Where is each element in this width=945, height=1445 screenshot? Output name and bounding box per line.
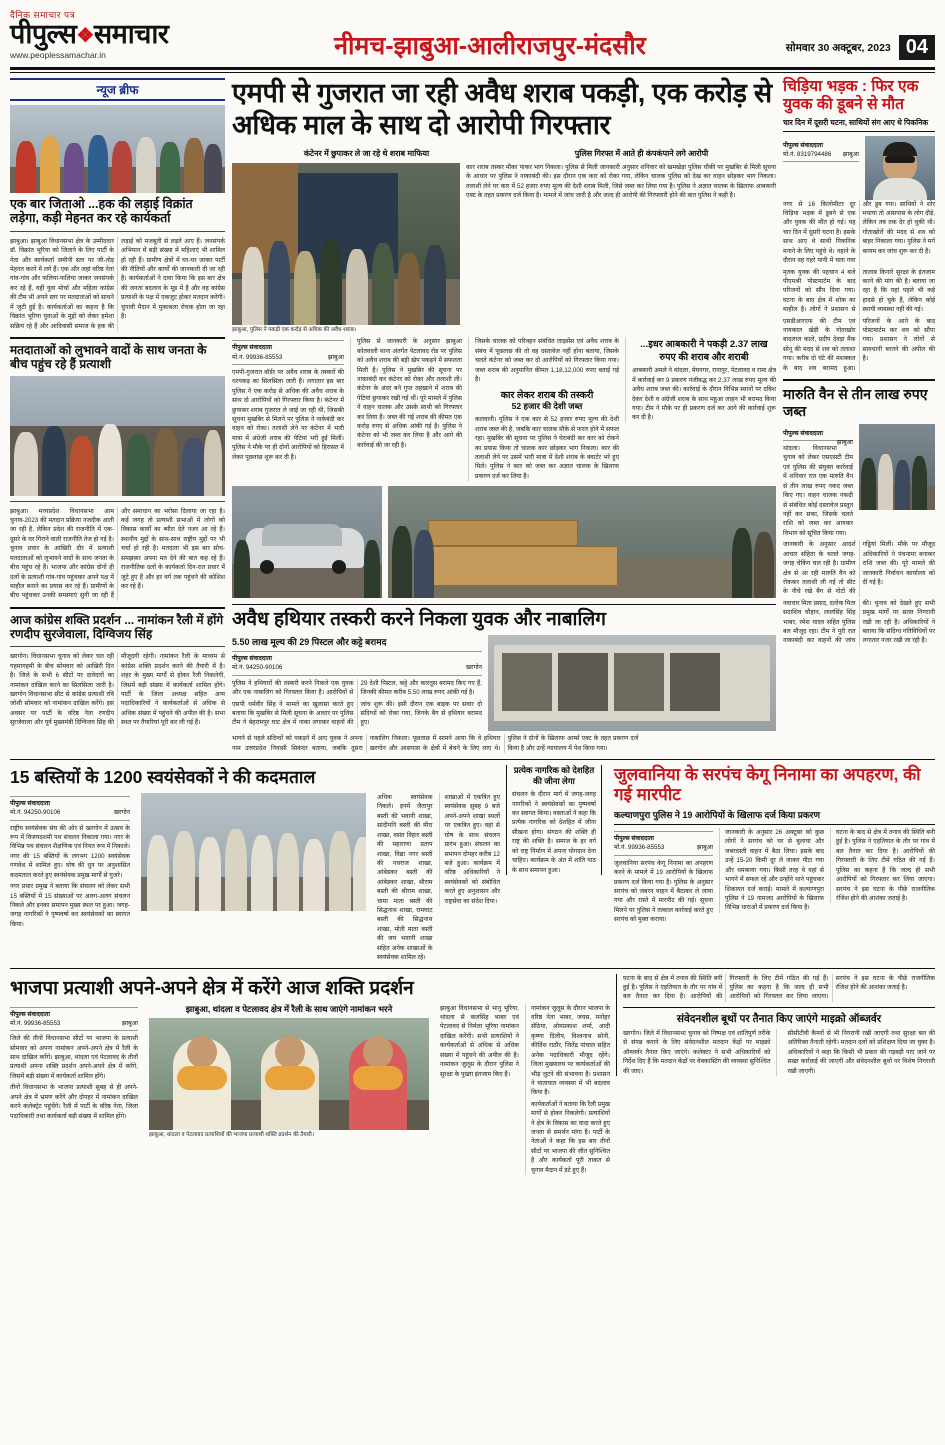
photo-group-women — [10, 105, 225, 193]
citizen-box — [506, 765, 602, 875]
lead-headline: एमपी से गुजरात जा रही अवैध शराब पकड़ी, एक करोड़ से अधिक माल के साथ दो आरोपी गिरफ्तार — [232, 78, 772, 140]
band-3-row — [10, 974, 935, 1176]
lead-col-c — [468, 337, 619, 481]
rss-row — [10, 793, 500, 963]
lead-photo-and-text — [232, 163, 776, 335]
diamond-icon: ❖ — [76, 24, 94, 47]
edition-title: नीमच-झाबुआ-आलीराजपुर-मंदसौर — [334, 31, 646, 60]
main-content-grid — [10, 78, 935, 753]
lead-box-headline: कार लेकर शराब की तस्करी — [500, 390, 594, 402]
left-story1-body: झाबुआ। झाबुआ विधानसभा क्षेत्र के उम्मीदवार डॉ. विक्रांत भूरिया को जिताने के लिए पार्टी के नेता और कार्यकर्ता जमीनी स्तर पर जी-तोड़ मेहनत करने में लगे हैं। एक और जहां वरिष्ठ नेता गांव-गांव और फलिया-फलिया जाकर जनसंपर्क कर रहे हैं, वहीं युवा मोर्चा और महिला कांग्रेस की टीम भी अपने स्तर पर मतदाताओं को साधने में जुटी हुई है। कार्यकर्ताओं का कहना है कि विक्रांत भूरिया युवाओं के मुद्दों को लेकर हमेशा सक्रिय रहे हैं और आदिवासी समाज के हक की लड़ाई को मजबूती से लड़ते आए हैं। जनसंपर्क अभियान में बड़ी संख्या में महिलाएं भी शामिल हो रही हैं। ग्रामीण क्षेत्रों में घर-घर जाकर पार्टी की नीतियों और कार्यों की जानकारी दी जा रही है। कार्यकर्ताओं ने दावा किया कि इस बार क्षेत्र की जनता बदलाव के मूड में है और वह कांग्रेस प्रत्याशी के पक्ष में एकजुट होकर मतदान करेगी। चुनावी मैदान में मुकाबला रोचक होता जा रहा है। — [10, 237, 225, 330]
bjp-byline — [10, 1007, 138, 1032]
bjp-body-5: कार्यकर्ताओं ने बताया कि रैली प्रमुख मार्गों से होकर निकलेगी। प्रत्याशियों ने क्षेत्र के विकास का वादा करते हुए जनता से समर्थन मांगा है। पार्टी के नेताओं ने कहा कि इस बार तीनों सीटों पर भाजपा की जीत सुनिश्चित है और कार्यकर्ता पूरी ताकत से चुनाव मैदान में डटे हुए हैं। — [531, 1100, 610, 1174]
right-divider-1 — [783, 379, 935, 381]
bjp-photo-caption: झाबुआ, थांदला व पेटलावद प्रत्याशियों की भाजपा प्रत्याशी शक्ति प्रदर्शन की तैयारी। — [149, 1131, 314, 1138]
excise-box-headline: ...इधर आबकारी ने पकड़ी 2.37 लाख रुपए की शराब और शराबी — [640, 339, 768, 364]
right-story2-byline-name: पीपुल्स संवाददाता — [783, 429, 823, 437]
bjp-byline-mobile: मो.नं. 99936-85553 — [10, 1019, 61, 1027]
right-story1-byline — [783, 139, 859, 163]
micro-observer-story — [623, 1007, 935, 1076]
edition-title-wrap — [235, 33, 745, 61]
weapon-right — [488, 635, 776, 731]
right-story2-byline — [783, 427, 853, 447]
photo-car-seizure — [232, 486, 382, 598]
masthead-rule-thick — [10, 67, 935, 70]
weapon-byline-place: खरगोन — [465, 664, 482, 672]
lead-byline-name: पीपुल्स संवाददाता — [232, 344, 272, 352]
lead-col3: जिसके चालक को परिवहन संबंधित लाइसेंस एवं अवैध शराब के संबंध में पूछताछ की तो वह दस्तावेज नहीं होना बताया, जिसके चलते कंटेनर को जब्त कर दो आरोपियों को गिरफ्तार किया गया। जब्त शराब की अनुमानित कीमत 1,18,12,000 रुपए बताई गई है। — [475, 338, 619, 383]
bjp-byline-place: झाबुआ — [121, 1019, 138, 1027]
right-story2-byline-wrap — [783, 424, 853, 539]
left-story3-headline: आज कांग्रेस शक्ति प्रदर्शन ... नामांकन रैली में होंगे रणदीप सुरजेवाला, दिग्विजय सिंह — [10, 612, 224, 641]
sarpanch-col-a — [614, 828, 713, 925]
website-url: www.peoplessamachar.in — [10, 50, 106, 60]
weapon-story — [232, 604, 776, 753]
lead-byline-mobile: मो.नं. 99936-85553 — [232, 353, 283, 361]
lead-photo-strip — [232, 486, 776, 598]
lead-text-right — [466, 163, 776, 201]
citizen-box-headline: प्रत्येक नागरिक को देशहित की जीना लेगा — [513, 764, 595, 786]
rss-byline — [10, 796, 130, 821]
logo-tagline: दैनिक समाचार पत्र — [10, 10, 76, 20]
photo-car-seizure-wrap — [232, 486, 382, 598]
logo-word-1: पीपुल्स — [10, 19, 77, 49]
band-2 — [10, 759, 935, 963]
lead-byline-place: झाबुआ — [327, 353, 344, 361]
excise-box-body: आबकारी अमले ने थांदला, मेघनगर, रानापुर, पेटलावद व रामा क्षेत्र में कार्रवाई कर 9 प्रकरण पंजीबद्ध कर 2.37 लाख रुपए मूल्य की अवैध शराब जब्त की। कार्रवाई के दौरान विभिन्न स्थानों पर दबिश देकर देशी व अंग्रेजी शराब के साथ महुआ लाहन भी बरामद किया गया। टीम ने मौके पर ही प्रकरण दर्ज कर आगे की कार्रवाई शुरू कर दी है। — [632, 367, 776, 422]
lead-photo-wrap — [232, 163, 460, 335]
bjp-photo-wrap — [144, 1004, 434, 1140]
right-story2-body-1: थांदला। विधानसभा चुनाव को लेकर एसएसटी टीम एवं पुलिस की संयुक्त कार्रवाई में शनिवार रात एक मारुति वैन से तीन लाख रुपए नकद जब्त किए गए। वाहन चालक नकदी से संबंधित कोई दस्तावेज प्रस्तुत नहीं कर सका, जिसके चलते राशि को जब्त कर आयकर विभाग को सूचित किया गया। — [783, 445, 853, 537]
lead-deck-row — [232, 148, 776, 159]
micro-observer-row — [623, 1029, 935, 1076]
photo-van-seizure — [859, 424, 935, 510]
right-story1-body-3: एसडीआरएफ की टीम एवं नायकाल खेड़ी के गोताखोर बादलाल काले, प्रदीप देवड़ा मैक सोनू की मदद से शव को तलाशा गया। करीब दो घंटे की मशक्कत के बाद शव बरामद हुआ। परिजनों के आने के बाद पोस्टमार्टम कर शव को सौंपा गया। प्रशासन ने लोगों से सावधानी बरतने की अपील की है। — [783, 317, 935, 372]
photo-rss-march — [141, 793, 366, 911]
sarpanch-byline-mobile: मो.नं. 99936-85553 — [614, 844, 665, 852]
left-divider-4 — [10, 607, 225, 609]
lead-lower — [232, 337, 776, 481]
rss-headline: 15 बस्तियों के 1200 स्वयंसेवकों ने की कदमताल — [10, 766, 316, 787]
band-2-row — [10, 765, 935, 963]
sarpanch-continuation: घटना के बाद से क्षेत्र में तनाव की स्थिति बनी हुई है। पुलिस ने एहतियात के तौर पर गांव में बल तैनात कर दिया है। आरोपियों की गिरफ्तारी के लिए टीमें गठित की गई हैं। पुलिस का कहना है कि जल्द ही सभी आरोपियों को गिरफ्तार कर लिया जाएगा। सरपंच ने इस घटना के पीछे राजनीतिक रंजिश होने की आशंका जताई है। — [623, 974, 935, 1001]
rss-col-a — [10, 793, 130, 929]
sarpanch-byline — [614, 831, 713, 856]
rss-body-4: शाखाओं में एकत्रित हुए स्वयंसेवक सुबह 9 बजे अपने-अपने शाखा स्थलों पर एकत्रित हुए। वहां से घोष के साथ संचलन प्रारंभ हुआ। संचलन का समापन दोपहर करीब 12 बजे हुआ। कार्यक्रम में वरिष्ठ अधिकारियों ने स्वयंसेवकों को संबोधित करते हुए अनुशासन और राष्ट्रसेवा का संदेश दिया। — [444, 793, 500, 905]
lead-col-a — [232, 337, 344, 462]
right-story1-byline-mobile: मो.नं. 8319794486 — [783, 150, 832, 158]
lead-byline — [232, 340, 344, 365]
photo-crowd-rally — [10, 376, 225, 496]
weapon-byline-mobile: मो.नं. 94250-90106 — [232, 664, 283, 672]
photo-boxes-wrap — [388, 486, 776, 598]
right-story1-deck: चार दिन में दूसरी घटना, साथियों संग आए थे पिकनिक — [783, 118, 935, 132]
sarpanch-byline-name: पीपुल्स संवाददाता — [614, 835, 654, 843]
bjp-col-a — [10, 1004, 138, 1121]
center-column — [232, 78, 776, 753]
lead-deck-right: पुलिस गिरफ्त में आते ही कंपकंपाने लगे आरोपी — [574, 148, 709, 158]
rss-photo-wrap — [136, 793, 371, 911]
weapon-body-3: भागने से पहले संदिग्धों को पकड़ने में आए युवक ने अपना नाम उत्तरप्रदेश निवासी सिकंदर बताया, जबकि दूसरा नाबालिग निकला। पूछताछ में सामने आया कि वे हथियार खरगोन और आसपास के क्षेत्रों में बेचने के लिए लाए थे। पुलिस ने दोनों के खिलाफ आर्म्स एक्ट के तहत प्रकरण दर्ज किया है और उन्हें न्यायालय में पेश किया गया। — [232, 735, 639, 752]
right-story1-body-1: नगर से 16 किलोमीटर दूर चिड़िया भड़क में डूबने से एक और युवक की मौत हो गई। यह चार दिन में दूसरी घटना है। इसके साथ आए थे साथी पिकनिक मनाने के लिए पहुंचे थे। नहाने के दौरान वह गहरे पानी में चला गया और डूब गया। साथियों ने शोर मचाया तो आसपास के लोग दौड़े, लेकिन तब तक देर हो चुकी थी। गोताखोरों की मदद से शव को बाहर निकाला गया। पुलिस ने मर्ग कायम कर जांच शुरू कर दी है। — [783, 200, 935, 265]
sarpanch-body-1: जुलवानिया सरपंच केगू निनामा का अपहरण करने के मामले में 19 आरोपियों के खिलाफ प्रकरण दर्ज किया गया है। पुलिस के अनुसार सरपंच को जबरन वाहन में बैठाकर ले जाया गया और रास्ते में मारपीट की गई। सूचना मिलने पर पुलिस ने तत्काल कार्रवाई करते हुए सरपंच को मुक्त कराया। — [614, 859, 713, 924]
photo-victim-portrait — [865, 136, 935, 200]
masthead-rule-thin — [10, 72, 935, 73]
left-divider-2 — [10, 337, 225, 339]
right-story2-headline: मारुति वैन से तीन लाख रुपए जब्त — [783, 386, 928, 419]
rss-body-1: राष्ट्रीय स्वयंसेवक संघ की ओर से खरगोन में उत्सव के रूप में विजयदशमी पथ संचलन निकाला गया। नगर के विभिन्न पथ संचलन शैक्षणिक एवं नियत रूप में निकाले। नगर की 15 बस्तियों के लगभग 1200 स्वयंसेवक गणवेश में शामिल हुए। घोष की धुन पर अनुशासित कदमताल करते हुए स्वयंसेवक प्रमुख मार्गों से गुजरे। — [10, 824, 130, 879]
right-story2-top — [783, 424, 935, 539]
rss-byline-name: पीपुल्स संवाददाता — [10, 799, 50, 807]
sarpanch-body-2: जानकारी के अनुसार 26 अक्टूबर को कुछ लोगों ने सरपंच को घर से बुलाया और जबरदस्ती वाहन में बैठा लिया। इसके बाद उन्हें 15-20 किमी दूर ले जाकर पीटा गया और धमकाया गया। किसी तरह वे वहां से भागने में सफल रहे और उन्होंने थाने पहुंचकर शिकायत दर्ज कराई। मामले में कल्याणपुरा पुलिस ने 19 नामजद आरोपियों के खिलाफ विभिन्न धाराओं में प्रकरण दर्ज किया है। — [725, 829, 824, 912]
right-story1-byline-name: पीपुल्स संवाददाता — [783, 141, 823, 149]
rss-col-c — [377, 793, 433, 963]
photo-van-seizure-wrap — [859, 424, 935, 510]
right-story1-headline: चिड़िया भड़क : फिर एक युवक की डूबने से मौत — [783, 78, 919, 114]
bjp-body-2: तीनों विधानसभा के भाजपा प्रत्याशी सुबह से ही अपने-अपने क्षेत्र में भ्रमण करेंगे और दोपहर में नामांकन दाखिल करने कलेक्ट्रेट पहुंचेंगे। रैली में पार्टी के वरिष्ठ नेता, जिला पदाधिकारी तथा कार्यकर्ता बड़ी संख्या में शामिल होंगे। — [10, 1084, 138, 1120]
micro-observer-body-2: सीसीटीवी कैमरों से भी निगरानी रखी जाएगी तथा सुरक्षा बल की अतिरिक्त तैनाती रहेगी। मतदान दलों को प्रशिक्षण दिया जा चुका है। अधिकारियों ने कहा कि किसी भी प्रकार की गड़बड़ी पाए जाने पर सख्त कार्रवाई की जाएगी और संवेदनशील बूथों पर विशेष निगरानी रखी जाएगी। — [787, 1029, 935, 1075]
left-story2-body: झाबुआ। मध्यप्रदेश विधानसभा आम चुनाव-2023 की मतदान प्रक्रिया नजदीक आती जा रही है, लेकिन प्रदेश की राजनीति में एक-दूसरे के घर गिराने वाली राजनीति तेज हो गई है। चुनाव प्रचार के आखिरी दौर में प्रत्याशी मतदाताओं को लुभावने वादों के साथ जनता के बीच पहुंच रहे हैं। भाजपा और कांग्रेस दोनों ही दलों के प्रत्याशी गांव-गांव पहुंचकर अपने पक्ष में माहौल बनाने का प्रयास कर रहे हैं। ग्रामीणों के बीच पहुंचकर उनकी समस्याएं सुनी जा रही हैं और समाधान का भरोसा दिलाया जा रहा है। कई जगह तो प्रत्याशी सभाओं में लोगों को विकास कार्यों का ब्यौरा देते नजर आ रहे हैं। स्थानीय मुद्दों के साथ-साथ राष्ट्रीय मुद्दों पर भी चर्चा हो रही है। मतदाता भी इस बार सोच-समझकर अपना मत देने की बात कह रहे हैं। राजनीतिक दलों के कार्यकर्ता दिन-रात प्रचार में जुटे हुए हैं और हर वर्ग तक पहुंचने की कोशिश कर रहे हैं। — [10, 507, 225, 600]
rss-col-d — [439, 793, 501, 906]
weapon-row — [232, 635, 776, 731]
bjp-row — [10, 1004, 610, 1176]
weapon-body-1: पुलिस ने हथियारों की तस्करी करने निकले एक युवक और एक नाबालिग को गिरफ्तार किया है। आरोपियों से 29 देशी पिस्टल, कट्टे और कारतूस बरामद किए गए हैं, जिनकी कीमत करीब 5.50 लाख रुपए आंकी गई है। — [232, 679, 482, 697]
lead-col2: पुलिस से जानकारी के अनुसार झाबुआ कोतवाली थाना अंतर्गत पेटलावद रोड पर पुलिस को अवैध शराब की बड़ी खेप पकड़ने में सफलता मिली है। पुलिस ने मुखबिर की सूचना पर नाकाबंदी कर कंटेनर को रोका और तलाशी ली। कंटेनर के अंदर बने गुप्त तहखाने में शराब की पेटियां छुपाकर रखी गई थीं। पूरे मामले में पुलिस ने वाहन चालक और उसके साथी को गिरफ्तार कर लिया है। जब्त की गई शराब की कीमत एक करोड़ रुपए से अधिक आंकी गई है। पुलिस ने कंटेनर को भी जब्त कर लिया है और आगे की कार्रवाई की जा रही है। — [357, 338, 462, 449]
lead-box-subheadline: 52 हजार की देशी जब्त — [511, 401, 583, 412]
right-story1-byline-place: झाबुआ — [842, 150, 859, 158]
right-story1-body-2: मृतक युवक की पहचान 4 बजे पीएमश्री पोस्टमार्टम के बाद परिजनों को सौंप दिया गया। घटना के बाद क्षेत्र में शोक का माहौल है। लोगों ने प्रशासन से तालाब किनारे सुरक्षा के इंतजाम करने की मांग की है। बताया जा रहा है कि यहां पहले भी कई हादसे हो चुके हैं, लेकिन कोई स्थायी व्यवस्था नहीं की गई। — [783, 268, 935, 314]
logo-word-2: समाचार — [93, 19, 169, 49]
right-story2-byline-place: झाबुआ — [836, 439, 853, 447]
masthead — [10, 8, 935, 64]
weapon-byline — [232, 651, 482, 676]
left-divider-5 — [10, 646, 225, 647]
micro-observer-body-1: खरगोन। जिले में विधानसभा चुनाव को निष्पक्ष एवं शांतिपूर्ण तरीके से संपन्न कराने के लिए संवेदनशील मतदान केंद्रों पर माइक्रो ऑब्जर्वर तैनात किए जाएंगे। कलेक्टर ने सभी अधिकारियों को निर्देश दिए हैं कि मतदान केंद्रों पर वेबकास्टिंग की व्यवस्था सुनिश्चित की जाए। — [623, 1029, 777, 1076]
lead-col1: एमपी-गुजरात बॉर्डर पर अवैध शराब के तस्करों की धरपकड़ का सिलसिला जारी है। लगातार इस बार पुलिस ने एक करोड़ से अधिक की अवैध शराब के साथ दो आरोपियों को गिरफ्तार किया है। कंटेनर में छुपाकर शराब गुजरात ले जाई जा रही थी, जिसकी सूचना मुखबिर से मिलने पर पुलिस ने नाकेबंदी कर वाहन को रोका। तलाशी लेने पर कंटेनर में भारी मात्रा में अंग्रेजी शराब की पेटियां भरी हुई मिलीं। पुलिस ने मौके पर ही दोनों आरोपियों को हिरासत में लेकर पूछताछ शुरू कर दी है। — [232, 368, 344, 461]
sarpanch-headline: जुलवानिया के सरपंच केगू निनामा का अपहरण, की गई मारपीट — [614, 764, 921, 805]
rss-byline-mobile: मो.नं. 94250-90106 — [10, 809, 61, 817]
bjp-body-3: झाबुआ विधानसभा से भानु भूरिया, थांदला से कलसिंह भाबर एवं पेटलावद से निर्मला भूरिया नामांकन दाखिल करेंगी। सभी प्रत्याशियों ने कार्यकर्ताओं से अधिक से अधिक संख्या में पहुंचने की अपील की है। नामांकन जुलूस के दौरान पुलिस ने सुरक्षा के पुख्ता इंतजाम किए हैं। — [440, 1004, 519, 1078]
sarpanch-col-b — [719, 828, 824, 913]
right-story2-body-3: नवाचार मिता प्रसाद, दलोक मिता सदाशिव चौहान, लालसिंह सिंह भाबर, रमेश यादव सहित पुलिस बल मौजूद रहा। टीम ने पूरी रात नाकाबंदी कर वाहनों की जांच की। चुनाव को देखते हुए सभी प्रमुख मार्गों पर सतत निगरानी रखी जा रही है। अधिकारियों ने बताया कि संदिग्ध गतिविधियों पर लगातार नजर रखी जा रही है। — [783, 599, 935, 645]
sarpanch-byline-place: झाबुआ — [696, 844, 713, 852]
weapon-body-2: एसपी धर्मवीर सिंह ने मामले का खुलासा करते हुए बताया कि मुखबिर से मिली सूचना के आधार पर पुलिस टीम ने बेहरामपुर घाट क्षेत्र में नाका लगाकर वाहनों की जांच शुरू की। इसी दौरान एक बाइक पर सवार दो संदिग्धों को रोका गया, जिनके बैग से हथियार बरामद हुए। — [232, 700, 482, 727]
lead-deck-left: कंटेनर में छुपाकर ले जा रहे थे शराब माफिया — [303, 148, 430, 158]
micro-observer-headline: संवेदनशील बूथों पर तैनात किए जाएंगे माइक्रो ऑब्जर्वर — [676, 1012, 882, 1025]
left-column — [10, 78, 225, 753]
sarpanch-row — [614, 828, 935, 925]
right-column — [783, 78, 935, 753]
citizen-box-body: संचलन के दौरान मार्ग में जगह-जगह नागरिकों ने स्वयंसेवकों का पुष्पवर्षा कर स्वागत किया। वक्ताओं ने कहा कि प्रत्येक नागरिक को देशहित में जीना सीखना होगा। संगठन की शक्ति ही राष्ट्र की शक्ति है। समाज के हर वर्ग को राष्ट्र निर्माण में अपना योगदान देना चाहिए। कार्यक्रम के अंत में शांति पाठ के साथ समापन हुआ। — [512, 791, 596, 874]
logo-wordmark — [10, 21, 225, 48]
publication-date: सोमवार 30 अक्टूबर, 2023 — [785, 41, 891, 54]
rss-body-2: नगर प्रचार प्रमुख ने बताया कि संचलन को लेकर सभी 15 बस्तियों में 15 संख्याओं पर अलग-अलग संचलन निकले और इनका समापन मुख्य स्थल पर हुआ। जगह-जगह नागरिकों ने पुष्पवर्षा कर स्वयंसेवकों का स्वागत किया। — [10, 883, 130, 928]
bjp-col-d — [525, 1004, 610, 1176]
lead-photo-caption: झाबुआ, पुलिस ने पकड़ी एक करोड़ से अधिक की अवैध शराब। — [232, 326, 356, 333]
right-story1-top — [783, 136, 935, 200]
masthead-right — [755, 35, 935, 60]
right-story2-body-2: जानकारी के अनुसार आदर्श आचार संहिता के चलते जगह-जगह चेकिंग चल रही है। ग्रामीण क्षेत्र से आ रही मारुति वैन को रोककर तलाशी ली गई तो सीट के नीचे रखे बैग से नोटों की गड्डियां मिलीं। मौके पर मौजूद अधिकारियों ने पंचनामा बनाकर राशि जब्त की। पूरे मामले की जानकारी निर्वाचन कार्यालय को दी गई है। — [783, 541, 935, 596]
weapon-left — [232, 635, 482, 728]
sarpanch-story — [608, 765, 935, 925]
photo-victim-wrap — [865, 136, 935, 200]
left-divider-3 — [10, 501, 225, 502]
left-story3-body: खरगोन। विधानसभा चुनाव को लेकर चल रही गहमागहमी के बीच सोमवार को आखिरी दिन है। जिले के सभी 6 सीटों पर दावेदारों का नामांकन दाखिल करने का सिलसिला जारी है। खरगोन विधानसभा सीट से कांग्रेस प्रत्याशी रवि जोशी सोमवार को नामांकन दाखिल करेंगे। इस अवसर पर पार्टी के वरिष्ठ नेता रणदीप सुरजेवाला और पूर्व मुख्यमंत्री दिग्विजय सिंह की मौजूदगी रहेगी। नामांकन रैली के माध्यम से कांग्रेस शक्ति प्रदर्शन करने की तैयारी में है। शहर के मुख्य मार्गों से होकर रैली निकलेगी, जिसमें बड़ी संख्या में कार्यकर्ता शामिल होंगे। पार्टी के जिला अध्यक्ष सहित अन्य पदाधिकारियों ने कार्यकर्ताओं से अधिक से अधिक संख्या में पहुंचने की अपील की है। सभा स्थल पर तैयारियां पूरी कर ली गई हैं। — [10, 653, 225, 727]
lead-col-d — [625, 337, 776, 423]
rss-story — [10, 765, 500, 963]
band-3-right — [616, 974, 935, 1076]
newspaper-logo — [10, 8, 225, 60]
sarpanch-body-3: घटना के बाद से क्षेत्र में तनाव की स्थिति बनी हुई है। पुलिस ने एहतियात के तौर पर गांव में बल तैनात कर दिया है। आरोपियों की गिरफ्तारी के लिए टीमें गठित की गई हैं। पुलिस का कहना है कि जल्द ही सभी आरोपियों को गिरफ्तार कर लिया जाएगा। सरपंच ने इस घटना के पीछे राजनीतिक रंजिश होने की आशंका जताई है। — [836, 829, 935, 903]
photo-bjp-candidates — [149, 1018, 429, 1130]
rss-byline-place: खरगोन — [113, 809, 130, 817]
bjp-body-1: जिले की तीनों विधानसभा सीटों पर भाजपा के प्रत्याशी सोमवार को अपना नामांकन अपने-अपने क्षेत्र में रैली के साथ दाखिल करेंगे। झाबुआ, थांदला एवं पेटलावद के तीनों प्रत्याशी अपना शक्ति प्रदर्शन अपने-अपने क्षेत्र में करेंगे, जिसमें बड़ी संख्या में कार्यकर्ता शामिल होंगे। — [10, 1035, 138, 1080]
lead-col5: कार शराब तस्कर मौका पाकर भाग निकला। पुलिस से मिली जानकारी अनुसार शनिवार को खमखेड़ा पुलिस चौकी पर मुखबिर से मिली सूचना के आधार पर पुलिस ने नाकाबंदी की। इस दौरान एक कार को रोका गया, लेकिन चालक पुलिस को देख कर वाहन छोड़कर भाग निकला। तलाशी लेने पर कार में 52 हजार रुपए मूल्य की देशी शराब मिली, जिसे जब्त कर लिया गया है। पुलिस ने अज्ञात चालक के खिलाफ आबकारी एक्ट के तहत प्रकरण दर्ज किया है। मामले में जांच जारी है और जल्द ही आरोपी की गिरफ्तारी होने की बात पुलिस ने कही है। — [466, 163, 776, 199]
sarpanch-col-c — [830, 828, 935, 903]
bjp-col-c — [440, 1004, 519, 1079]
photo-police-seizure — [232, 163, 460, 325]
rss-body-3: अधिक स्वयंसेवक निकले। इनमें जैतापुर बस्ती की भवानी शाखा, सांदीपनि बस्ती की मीरा शाखा, वसंत विहार बस्ती की महाराणा प्रताप शाखा, विद्या नगर बस्ती की नचराज शाखा, आंबेडकर बस्ती की आंबेडकर शाखा, श्रीराम बस्ती की श्रीराम शाखा, चामा माता बस्ती की सिद्धनाथ शाखा, रामघाट बस्ती की सिद्धनाथ शाखा, मोती माता बस्ती की जय भवानी शाखा सहित अनेक शाखाओं के स्वयंसेवक शामिल रहे। — [377, 793, 433, 962]
right-story1-byline-wrap — [783, 136, 859, 166]
photo-liquor-boxes — [388, 486, 776, 598]
bjp-byline-name: पीपुल्स संवाददाता — [10, 1010, 50, 1018]
sarpanch-subheadline: कल्याणपुरा पुलिस ने 19 आरोपियों के खिलाफ दर्ज किया प्रकरण — [614, 808, 935, 825]
bjp-subheadline: झाबुआ, थांदला व पेटलावद क्षेत्र में रैली के साथ जाएंगे नामांकन भरने — [185, 1003, 393, 1014]
page-number: 04 — [899, 35, 935, 60]
weapon-byline-name: पीपुल्स संवाददाता — [232, 655, 272, 663]
left-story2-headline: मतदाताओं को लुभावने वादों के साथ जनता के बीच पहुंच रहे हैं प्रत्याशी — [10, 342, 207, 371]
band-3 — [10, 968, 935, 1176]
lead-col-b — [350, 337, 462, 450]
lead-col4: कलवानी। पुलिस ने एक कार से 52 हजार रुपए मूल्य की देशी शराब जब्त की है, जबकि कार चालक मौके से फरार होने में सफल रहा। मुखबिर की सूचना पर पुलिस ने घेराबंदी कर कार को रोकने का प्रयास किया तो चालक कार छोड़कर भाग निकला। कार की तलाशी लेने पर उसमें भारी मात्रा में देशी शराब के क्वार्टर भरे हुए मिले। पुलिस ने कार को जब्त कर अज्ञात चालक के खिलाफ प्रकरण दर्ज कर लिया है। — [475, 416, 619, 480]
weapon-subheadline: 5.50 लाख मूल्य की 29 पिस्टल और कट्टे बरामद — [232, 637, 387, 648]
photo-seized-weapons — [488, 635, 776, 731]
left-story1-headline: एक बार जिताओ ...हक की लड़ाई विक्रांत लड़ेगा, कड़ी मेहनत कर रहे कार्यकर्ता — [10, 197, 193, 226]
bjp-headline: भाजपा प्रत्याशी अपने-अपने क्षेत्र में करेंगे आज शक्ति प्रदर्शन — [10, 977, 414, 999]
weapon-headline: अवैध हथियार तस्करी करने निकला युवक और नाबालिग — [232, 609, 606, 631]
left-divider-1 — [10, 231, 225, 232]
news-brief-header: न्यूज ब्रीफ — [10, 78, 225, 101]
bjp-story — [10, 974, 610, 1176]
bjp-body-4: नामांकन जुलूस के दौरान भाजपा के वरिष्ठ नेता भाबर, जयस, मनोहर सेठिया, ओमप्रकाश शर्मा, आदी कृष्णा दिलीप, विश्वनाथ सोनी, कीर्तिश राठौर, जितेंद्र पांचाल सहित अनेक पदाधिकारी मौजूद रहेंगे। जिला मुख्यालय पर कार्यकर्ताओं की भीड़ जुटने की संभावना है। प्रशासन ने यातायात व्यवस्था में भी बदलाव किया है। — [531, 1004, 610, 1097]
